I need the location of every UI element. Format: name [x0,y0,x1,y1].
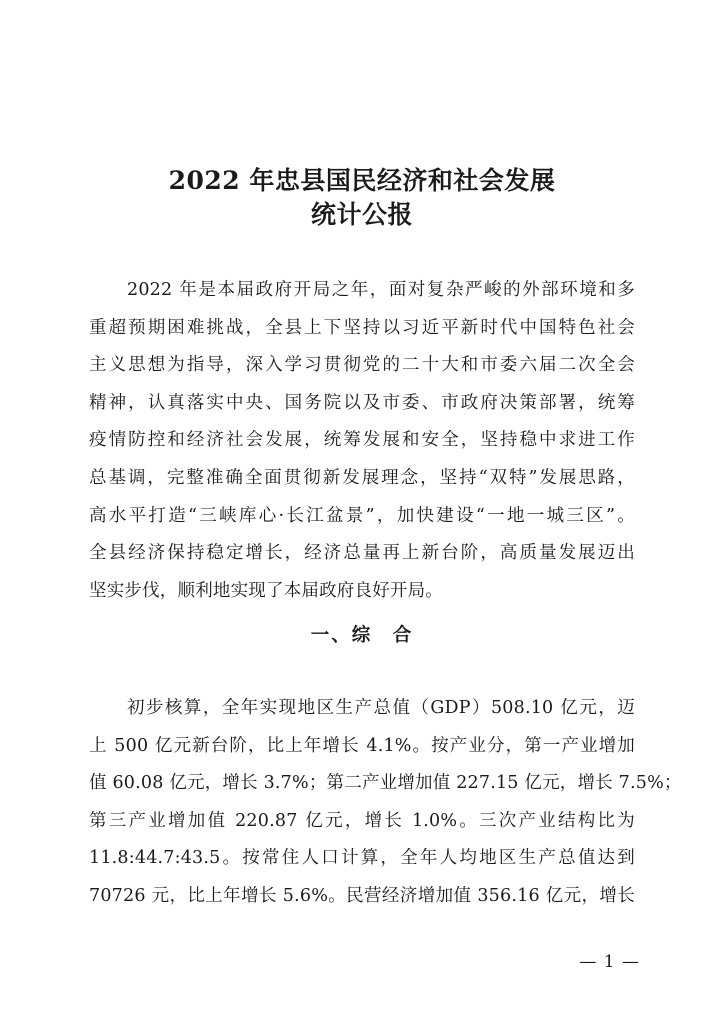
intro-line: 全县经济保持稳定增长，经济总量再上新台阶，高质量发展迈出 [89,543,635,564]
section-heading-overview: 一、综 合 [310,625,414,646]
intro-line: 精神，认真落实中央、国务院以及市委、市政府决策部署，统筹 [89,392,635,413]
intro-line: 2022 年是本届政府开局之年，面对复杂严峻的外部环境和多 [127,280,635,300]
intro-line: 总基调，完整准确全面贯彻新发展理念，坚持“双特”发展思路， [89,467,635,488]
intro-line: 重超预期困难挑战，全县上下坚持以习近平新时代中国特色社会 [89,317,635,338]
document-title-line-1: 2022 年忠县国民经济和社会发展 [168,166,556,195]
intro-line: 高水平打造“三峡库心·长江盆景”，加快建设“一地一城三区”。 [89,505,635,526]
gdp-line: 上 500 亿元新台阶，比上年增长 4.1%。按产业分，第一产业增加 [89,735,635,756]
gdp-line: 第三产业增加值 220.87 亿元，增长 1.0%。三次产业结构比为 [89,810,635,831]
intro-line: 疫情防控和经济社会发展，统筹发展和安全，坚持稳中求进工作 [89,430,635,451]
gdp-line: 70726 元，比上年增长 5.6%。民营经济增加值 356.16 亿元，增长 [89,885,635,906]
gdp-line: 11.8:44.7:43.5。按常住人口计算，全年人均地区生产总值达到 [89,848,635,869]
gdp-line: 值 60.08 亿元，增长 3.7%；第二产业增加值 227.15 亿元，增长 7.5%； [89,773,682,794]
gdp-line: 初步核算，全年实现地区生产总值（GDP）508.10 亿元，迈 [127,698,635,718]
intro-line: 主义思想为指导，深入学习贯彻党的二十大和市委六届二次全会 [89,355,635,376]
page-number: — 1 — [579,952,640,972]
intro-paragraph [89,272,635,610]
gdp-paragraph [89,690,682,916]
document-title-line-2: 统计公报 [310,200,413,229]
intro-line: 坚实步伐，顺利地实现了本届政府良好开局。 [89,580,443,601]
